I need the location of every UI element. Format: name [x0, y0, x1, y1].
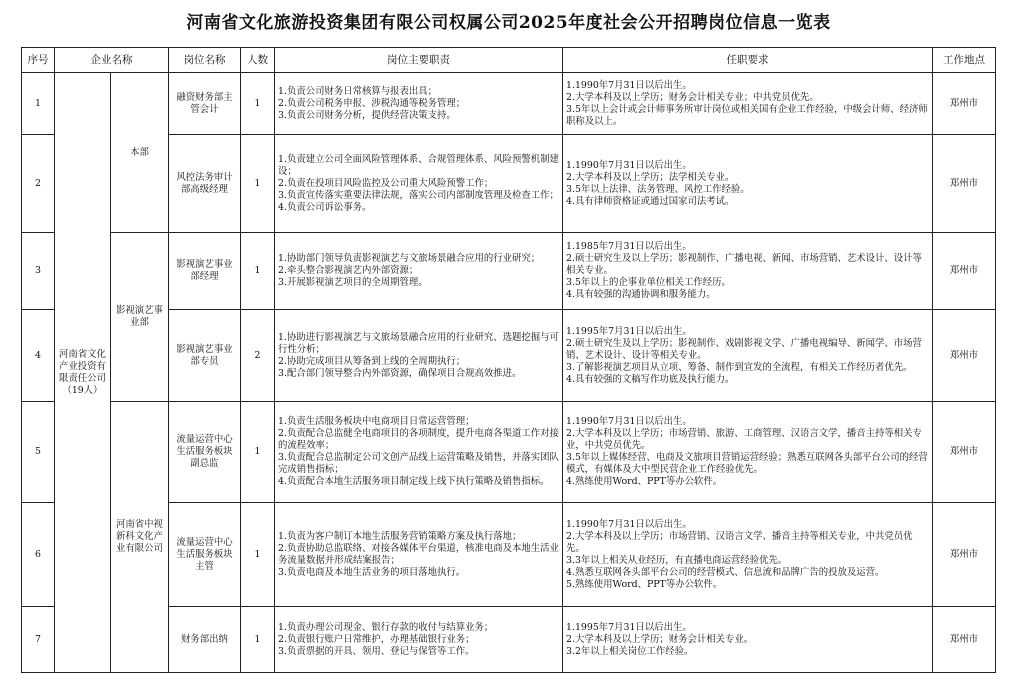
duty-line: 3.负责公司财务分析，提供经营决策支持。: [278, 109, 456, 121]
page-title: 河南省文化旅游投资集团有限公司权属公司2025年度社会公开招聘岗位信息一览表: [186, 13, 831, 33]
header-position: 岗位名称: [169, 48, 241, 73]
row-seq: 7: [22, 607, 55, 673]
position-cell: 影视演艺事业部专员: [169, 310, 241, 402]
duty-line: 1.负责为客户制订本地生活服务营销策略方案及执行落地；: [278, 530, 522, 542]
table-row: [22, 402, 996, 503]
duty-line: 3.负责电商及本地生活业务的项目落地执行。: [278, 566, 466, 578]
requirements-cell: [563, 135, 933, 233]
location-cell: 郑州市: [933, 503, 996, 607]
duties-cell: [275, 310, 563, 402]
header-row: [22, 48, 996, 73]
requirement-line: 3.了解影视演艺项目从立项、筹备、制作到宣发的全流程，有相关工作经历者优先。: [566, 361, 913, 373]
requirement-line: 4.具有较强的沟通协调和服务能力。: [566, 289, 716, 300]
header-seq: 序号: [22, 48, 55, 73]
row-seq: 2: [22, 135, 55, 233]
table-row: [22, 73, 996, 135]
duties-cell: [275, 233, 563, 310]
duty-line: 2.负责协助总监联络、对接各媒体平台渠道，核准电商及本地生活业务流量数据并形成结案报告；: [278, 542, 559, 566]
requirement-line: 1.1990年7月31日以后出生。: [566, 518, 692, 530]
header-location: 工作地点: [933, 48, 996, 73]
requirement-line: 3.5年以上法律、法务管理、风控工作经验。: [566, 183, 750, 195]
row-seq: 6: [22, 503, 55, 607]
duty-line: 3.配合部门领导整合内外部资源，确保项目合规高效推进。: [278, 367, 522, 379]
location-cell: 郑州市: [933, 607, 996, 673]
count-cell: 1: [241, 503, 275, 607]
requirement-line: 1.1995年7月31日以后出生。: [566, 325, 692, 337]
row-seq: 1: [22, 73, 55, 135]
duties-cell: [275, 135, 563, 233]
requirement-line: 2.大学本科及以上学历；财务会计相关专业；中共党员优先。: [566, 91, 819, 103]
count-cell: 1: [241, 73, 275, 135]
table-row: [22, 503, 996, 607]
position-cell: 流量运营中心生活服务板块主管: [169, 503, 241, 607]
requirement-line: 1.1990年7月31日以后出生。: [566, 159, 692, 171]
duties-cell: [275, 607, 563, 673]
position-cell: 财务部出纳: [169, 607, 241, 673]
duty-line: 1.负责公司财务日常核算与报表出具；: [278, 85, 437, 97]
requirement-line: 4.具有较强的文稿写作功底及执行能力。: [566, 373, 735, 385]
requirement-line: 2.大学本科及以上学历；市场营销、汉语言文学、播音主持等相关专业，中共党员优先。: [566, 530, 913, 554]
header-company: 企业名称: [55, 48, 169, 73]
duty-line: 3.开展影视演艺项目的全周期管理。: [278, 277, 428, 288]
table-row: [22, 233, 996, 310]
requirement-line: 3.2年以上相关岗位工作经验。: [566, 645, 694, 657]
duty-line: 3.负责票据的开具、领用、登记与保管等工作。: [278, 645, 475, 657]
position-cell: 融资财务部主管会计: [169, 73, 241, 135]
department-cell: 影视演艺事业部: [111, 233, 169, 402]
department-cell: 本部: [111, 73, 169, 233]
table-row: [22, 607, 996, 673]
requirement-line: 5.熟练使用Word、PPT等办公软件。: [566, 578, 723, 590]
duty-line: 1.负责建立公司全面风险管理体系、合规管理体系、风险预警机制建设；: [278, 153, 559, 177]
requirements-cell: [563, 73, 933, 135]
duty-line: 2.负责银行账户日常维护，办理基础银行业务；: [278, 633, 475, 645]
duty-line: 4.负责配合本地生活服务项目制定线上线下执行策略及销售指标。: [278, 476, 550, 487]
header-count: 人数: [241, 48, 275, 73]
duties-cell: [275, 73, 563, 135]
duty-line: 2.负责公司税务申报、涉税沟通等税务管理；: [278, 97, 466, 109]
row-seq: 3: [22, 233, 55, 310]
duty-line: 2.牵头整合影视演艺内外部资源；: [278, 265, 419, 276]
count-cell: 1: [241, 233, 275, 310]
department-cell: 河南省中视新科文化产业有限公司: [111, 402, 169, 673]
requirement-line: 1.1990年7月31日以后出生。: [566, 79, 692, 91]
requirements-cell: [563, 607, 933, 673]
duty-line: 1.协助进行影视演艺与文旅场景融合应用的行业研究、选题挖掘与可行性分析；: [278, 331, 559, 355]
row-seq: 5: [22, 402, 55, 503]
location-cell: 郑州市: [933, 73, 996, 135]
location-cell: 郑州市: [933, 135, 996, 233]
location-cell: 郑州市: [933, 310, 996, 402]
count-cell: 1: [241, 402, 275, 503]
duty-line: 1.负责办理公司现金、银行存款的收付与结算业务；: [278, 621, 494, 633]
requirement-line: 1.1990年7月31日以后出生。: [566, 416, 692, 427]
requirement-line: 3.3年以上相关从业经历，有直播电商运营经验优先。: [566, 554, 788, 566]
requirement-line: 4.熟悉互联网各头部平台公司的经营模式、信息流和品牌广告的投放及运营。: [566, 566, 885, 578]
header-duties: 岗位主要职责: [275, 48, 563, 73]
requirement-line: 2.大学本科及以上学历；法学相关专业。: [566, 171, 735, 183]
company-cell: 河南省文化产业投资有限责任公司（19人）: [55, 73, 111, 673]
requirements-cell: [563, 233, 933, 310]
row-seq: 4: [22, 310, 55, 402]
duties-cell: [275, 402, 563, 503]
duty-line: 1.协助部门领导负责影视演艺与文旅场景融合应用的行业研究；: [278, 253, 541, 264]
requirement-line: 1.1985年7月31日以后出生。: [566, 241, 692, 252]
requirements-cell: [563, 310, 933, 402]
count-cell: 1: [241, 607, 275, 673]
requirement-line: 2.大学本科及以上学历；市场营销、旅游、工商管理、汉语言文学，播音主持等相关专业，中共党员优先。: [566, 428, 922, 451]
duty-line: 3.负责配合总监制定公司文创产品线上运营策略及销售，并落实团队完成销售指标；: [278, 452, 559, 475]
count-cell: 1: [241, 135, 275, 233]
requirements-cell: [563, 402, 933, 503]
count-cell: 2: [241, 310, 275, 402]
table-row: [22, 310, 996, 402]
requirement-line: 4.熟练使用Word、PPT等办公软件。: [566, 476, 723, 487]
duty-line: 2.负责在投项目风险监控及公司重大风险预警工作；: [278, 177, 494, 189]
location-cell: 郑州市: [933, 233, 996, 310]
header-requirements: 任职要求: [563, 48, 933, 73]
requirement-line: 2.硕士研究生及以上学历；影视制作、广播电视、新闻、市场营销、艺术设计、设计等相关专业。: [566, 253, 922, 276]
position-cell: 影视演艺事业部经理: [169, 233, 241, 310]
requirement-line: 2.硕士研究生及以上学历；影视制作、戏剧影视文学、广播电视编导、新闻学、市场营销、艺术设计、设计等相关专业。: [566, 337, 922, 361]
requirement-line: 3.5年以上会计或会计师事务所审计岗位或相关国有企业工作经验，中级会计师、经济师职称及以上。: [566, 103, 928, 127]
requirement-line: 2.大学本科及以上学历；财务会计相关专业。: [566, 633, 754, 645]
duty-line: 2.协助完成项目从筹备到上线的全周期执行；: [278, 355, 466, 367]
duty-line: 4.负责公司诉讼事务。: [278, 201, 372, 213]
recruitment-table: [21, 47, 996, 673]
duty-line: 2.负责配合总监健全电商项目的各项制度，提升电商各渠道工作对接的流程效率；: [278, 428, 559, 451]
duty-line: 1.负责生活服务板块中电商项目日常运营管理；: [278, 416, 475, 427]
requirement-line: 4.具有律师资格证或通过国家司法考试。: [566, 195, 735, 207]
requirement-line: 3.5年以上媒体经营、电商及文旅项目营销运营经验；熟悉互联网各头部平台公司的经营模式，有媒体及大中型民营企业工作经验优先。: [566, 452, 928, 475]
location-cell: 郑州市: [933, 402, 996, 503]
requirement-line: 1.1995年7月31日以后出生。: [566, 621, 692, 633]
requirement-line: 3.5年以上的企事业单位相关工作经历。: [566, 277, 731, 288]
position-cell: 风控法务审计部高级经理: [169, 135, 241, 233]
requirements-cell: [563, 503, 933, 607]
position-cell: 流量运营中心生活服务板块副总监: [169, 402, 241, 503]
duty-line: 3.负责宣传落实重要法律法规，落实公司内部制度管理及检查工作；: [278, 189, 559, 201]
duties-cell: [275, 503, 563, 607]
table-row: [22, 135, 996, 233]
